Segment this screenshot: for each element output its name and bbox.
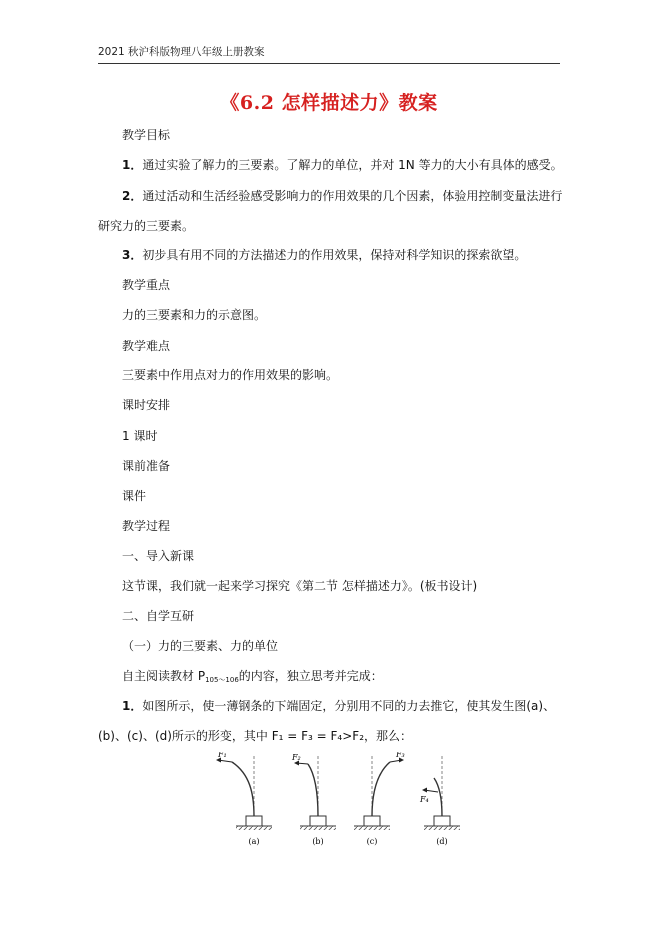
question-1-continued: (b)、(c)、(d)所示的形变，其中 F₁ = F₃ = F₄>F₂，那么： (98, 729, 413, 743)
goal-heading: 教学目标 (122, 128, 171, 142)
goal-1-text: 通过实验了解力的三要素。了解力的单位，并对 1N 等力的大小有具体的感受。 (142, 158, 563, 172)
steel-strip-figure (212, 752, 472, 848)
force-label-c: F₃ (396, 752, 405, 759)
question-1 (122, 697, 562, 715)
goal-2-continued: 研究力的三要素。 (98, 219, 195, 233)
question-1-number: 1． (122, 699, 143, 713)
caption-b: (b) (312, 837, 324, 846)
goal-3 (122, 246, 562, 264)
goal-2-number: 2． (122, 189, 143, 203)
schedule-text: 1 课时 (122, 429, 158, 443)
goal-1-number: 1． (122, 158, 143, 172)
section-1-text: 这节课，我们就一起来学习探究《第二节 怎样描述力》。(板书设计) (122, 579, 478, 593)
schedule-heading: 课时安排 (122, 398, 171, 412)
panel-c (354, 752, 405, 846)
caption-a: (a) (248, 837, 260, 846)
reading-instruction (122, 667, 562, 689)
force-label-b: F₂ (292, 753, 301, 762)
panel-b (291, 753, 336, 846)
document-title: 《6.2 怎样描述力》教案 (220, 92, 438, 114)
panel-d (419, 756, 460, 846)
goal-1 (122, 156, 562, 174)
section-2-heading: 二、自学互研 (122, 609, 195, 623)
prep-text: 课件 (122, 489, 147, 503)
key-heading: 教学重点 (122, 278, 171, 292)
force-label-a: F₁ (218, 752, 227, 759)
goal-3-text: 初步具有用不同的方法描述力的作用效果，保持对科学知识的探索欲望。 (142, 248, 527, 262)
caption-c: (c) (366, 837, 378, 846)
process-heading: 教学过程 (122, 519, 171, 533)
section-1-heading: 一、导入新课 (122, 549, 195, 563)
reading-text-pre: 自主阅读教材 P (122, 669, 206, 683)
caption-d: (d) (436, 837, 448, 846)
page-header: 2021 秋沪科版物理八年级上册教案 (98, 44, 560, 64)
goal-2 (122, 187, 562, 205)
reading-page-range: 105～106 (205, 676, 239, 684)
difficulty-heading: 教学难点 (122, 339, 171, 353)
goal-2-text: 通过活动和生活经验感受影响力的作用效果的几个因素，体验用控制变量法进行 (142, 189, 563, 203)
panel-a (216, 752, 272, 846)
reading-text-post: 的内容，独立思考并完成： (238, 669, 383, 683)
force-label-d: F₄ (420, 795, 429, 804)
prep-heading: 课前准备 (122, 459, 171, 473)
goal-3-number: 3． (122, 248, 143, 262)
subsection-1-heading: （一）力的三要素、力的单位 (122, 639, 279, 653)
question-1-text: 如图所示，使一薄钢条的下端固定，分别用不同的力去推它，使其发生图(a)、 (142, 699, 556, 713)
key-text: 力的三要素和力的示意图。 (122, 308, 267, 322)
difficulty-text: 三要素中作用点对力的作用效果的影响。 (122, 368, 339, 382)
